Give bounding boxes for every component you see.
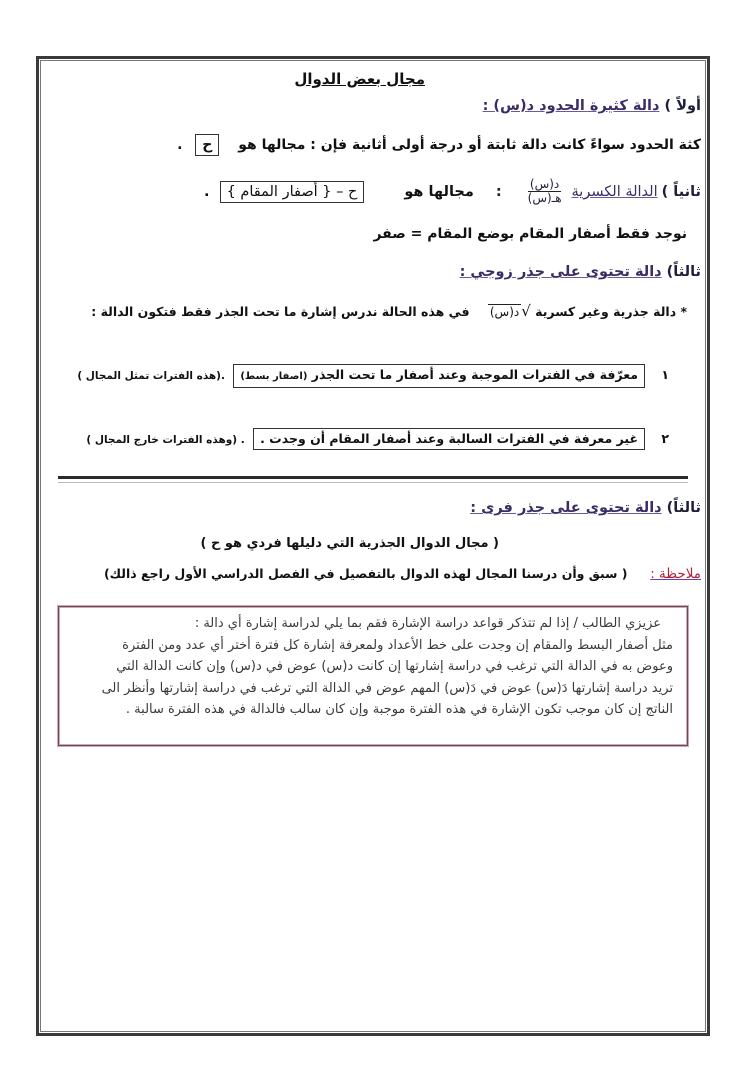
section1-domain-box: ح	[195, 134, 219, 156]
section2-note-line: نوجد فقط أصفار المقام بوضع المقام = صفر	[373, 226, 687, 242]
item-note: . (وهذه الفترات خارج المجال )	[86, 434, 245, 446]
tip-line: تريد دراسة إشارتها دَ(س) عوض في دَ(س) المهم عوض في الدالة التي ترغب في دراسة إشارتها وأنظر الى	[101, 680, 673, 696]
note-label: ملاحظة :	[650, 566, 701, 582]
tip-box	[58, 606, 688, 746]
section2-colon: :	[495, 183, 502, 200]
tip-line: مثل أصفار البسط والمقام إن وجدت على خط الأعداد ولمعرفة إشارة كل فترة أختر أي عدد ومن الفترة	[122, 637, 673, 653]
radical-icon: √	[521, 302, 531, 320]
section2-end-dot: .	[204, 183, 210, 200]
section4-statement: ( مجال الدوال الجذرية التي دليلها فردي هو ح )	[200, 536, 499, 551]
section4-heading-prefix: ثالثاً)	[666, 500, 701, 516]
tip-text	[63, 613, 673, 721]
section2-heading-text: الدالة الكسرية	[571, 183, 658, 200]
section1-body-text: كثة الحدود سواءً كانت دالة ثابتة أو درجة أولى أثانية فإن : مجالها هو	[238, 137, 701, 153]
section3-heading-prefix: ثالثاً)	[666, 264, 701, 280]
fraction-denominator: هـ(س)	[527, 191, 562, 205]
section3-intro-after: في هذه الحالة ندرس إشارة ما تحت الجذر فقط فتكون الدالة :	[91, 304, 470, 319]
section-divider-shadow	[58, 482, 688, 483]
section2-domain-label: مجالها هو	[404, 183, 474, 200]
section2-heading	[204, 178, 701, 205]
section2-heading-prefix: ثانياً )	[661, 183, 701, 200]
section3-intro	[91, 302, 687, 320]
fraction	[528, 178, 562, 205]
section3-intro-before: * دالة جذرية وغير كسرية	[535, 304, 687, 319]
item-boxed-text: معرّفة في الفترات الموجبة وعند أصفار ما تحت الجذر	[311, 367, 638, 382]
section1-end-dot: .	[177, 137, 183, 153]
section1-body	[177, 134, 701, 156]
tip-line: وعوض به في الدالة التي ترغب في دراسة إشارتها إن كانت د(س) عوض في د(س) وإن كانت الدالة التي	[116, 659, 673, 674]
section1-heading-prefix: أولاً )	[664, 98, 701, 114]
section3-item-2	[86, 428, 669, 450]
item-boxed	[233, 364, 645, 388]
item-number: ١	[661, 367, 669, 382]
section1-heading-text: دالة كثيرة الحدود د(س) :	[482, 98, 660, 114]
section2-domain-box: ح – { أصفار المقام }	[220, 181, 365, 203]
page-title: مجال بعض الدوال	[294, 70, 425, 88]
section3-item-1	[77, 364, 669, 388]
section4-note	[104, 566, 701, 582]
section4-heading	[470, 500, 701, 516]
section1-heading	[483, 98, 701, 114]
item-boxed	[253, 428, 645, 450]
section3-heading	[460, 264, 701, 280]
section-divider	[58, 476, 688, 479]
radical	[488, 302, 531, 320]
section4-heading-text: دالة تحتوى على جذر فرى :	[470, 500, 662, 516]
radicand: د(س)	[489, 305, 520, 319]
item-note: .(هذه الفترات تمثل المجال )	[77, 370, 225, 382]
item-number: ٢	[661, 431, 669, 446]
note-text: ( سبق وأن درسنا المجال لهذه الدوال بالتفصيل في الفصل الدراسي الأول راجع ذالك)	[103, 566, 628, 581]
item-boxed-small: (اصفار بسط)	[240, 371, 308, 382]
section3-heading-text: دالة تحتوى على جذر زوجي :	[459, 264, 662, 280]
item-boxed-text: غير معرفة في الفترات السالبة وعند أصفار المقام أن وجدت .	[260, 431, 638, 446]
tip-line: عزيزي الطالب / إذا لم تتذكر قواعد دراسة الإشارة فقم بما يلي لدراسة إشارة أي دالة :	[194, 616, 661, 631]
fraction-numerator: د(س)	[529, 177, 560, 191]
tip-line: الناتج إن كان موجب تكون الإشارة في هذه الفترة موجبة وإن كان سالب فالدالة في هذه الفترة سالبة .	[125, 702, 673, 717]
